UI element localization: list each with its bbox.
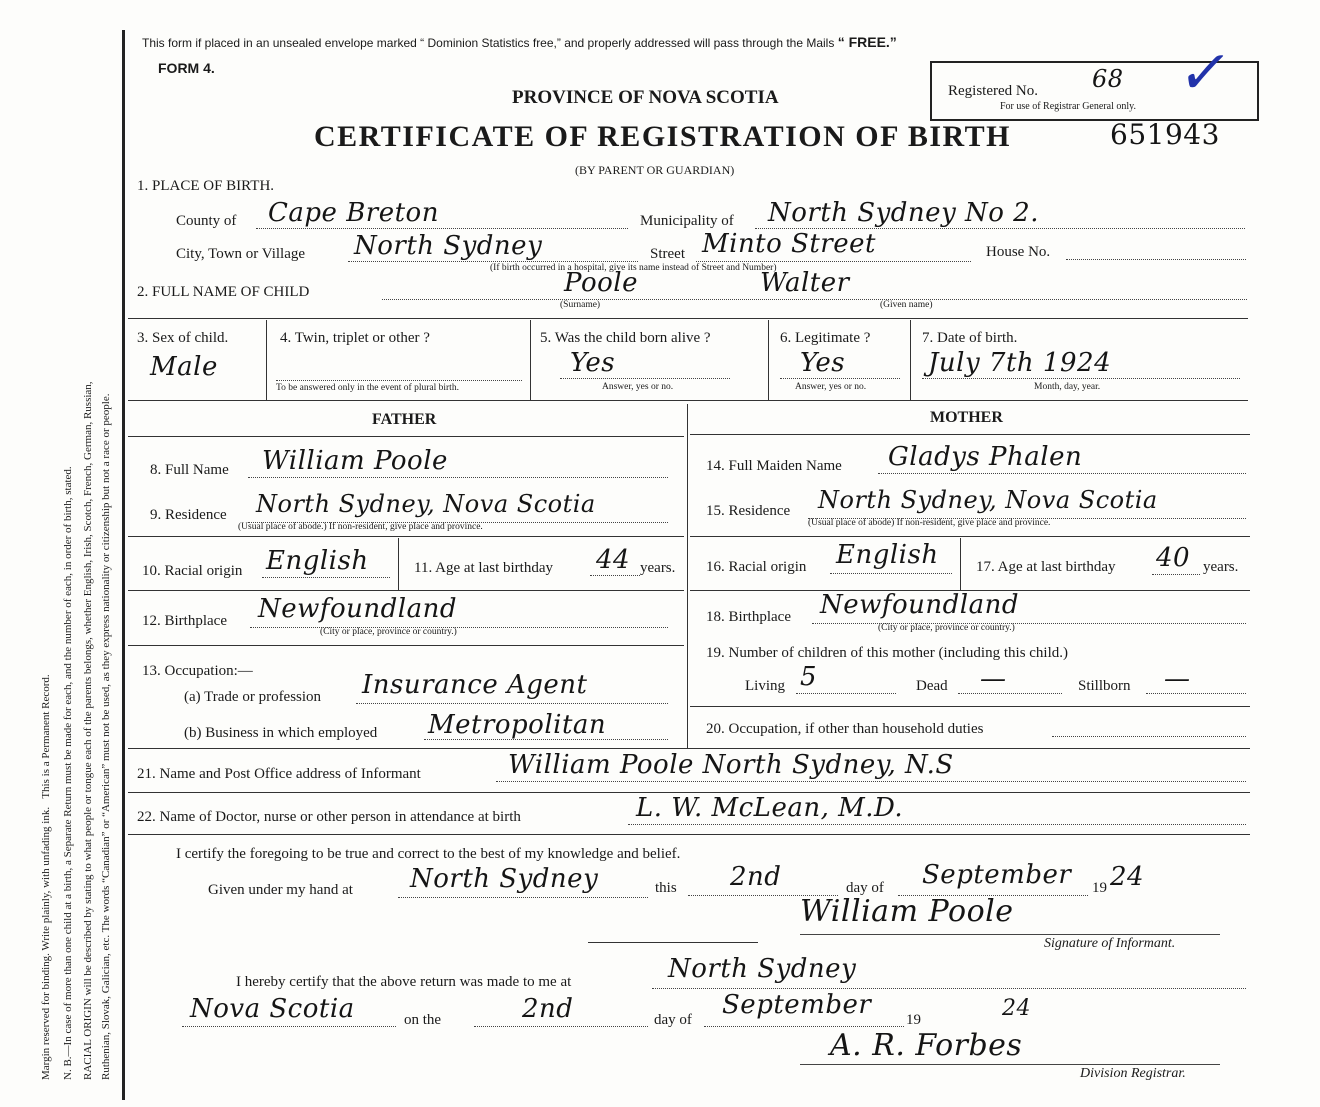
mother-age-value: 40 [1156,543,1191,573]
father-residence-label: 9. Residence [150,507,227,523]
checkmark-icon: ✓ [1173,38,1237,108]
reg-month-value: September [722,990,872,1020]
mother-name-line [878,473,1246,474]
mother-heading: MOTHER [930,409,1003,426]
registrar-place2-line [182,1026,396,1027]
registrar-caption: Division Registrar. [1080,1066,1186,1081]
alive-value: Yes [570,348,616,378]
father-rule-2 [128,590,684,591]
signature-caption: Signature of Informant. [1044,936,1176,951]
certificate-number: 651943 [1110,118,1220,151]
father-years: years. [640,560,676,576]
child-name-line [382,299,1247,300]
legit-line [780,378,900,379]
county-value: Cape Breton [268,198,439,228]
reg-day-line [474,1026,648,1027]
legit-note: Answer, yes or no. [795,382,867,392]
father-trade-line [356,703,668,704]
mother-residence-label: 15. Residence [706,503,791,519]
city-line [348,261,638,262]
mother-race-divider [960,538,961,590]
registrar-place-value: North Sydney [668,954,857,984]
father-rule-1 [128,536,684,537]
margin-note-nationality: Ruthenian, Slovak, Galician, etc. The words “Canadian” or “American” must not be used, as they express nationality or citizenship but not a race or people. [100,393,112,1080]
father-name-line [248,477,668,478]
street-line [696,261,971,262]
given-place-line [398,897,648,898]
living-line [796,693,896,694]
father-birthplace-value: Newfoundland [258,594,458,624]
mother-race-label: 16. Racial origin [706,559,807,575]
page-title: CERTIFICATE OF REGISTRATION OF BIRTH [314,120,1011,153]
mother-birthplace-note: (City or place, province or country.) [878,623,1015,633]
father-trade-label: (a) Trade or profession [184,689,322,705]
certify-statement: I certify the foregoing to be true and correct to the best of my knowledge and belief. [176,846,681,862]
box-divider-2 [530,320,531,400]
given-label: Given under my hand at [208,882,353,898]
on-the-label: on the [404,1012,442,1028]
form-number: FORM 4. [158,60,215,76]
given-place-value: North Sydney [410,864,599,894]
living-value: 5 [800,662,818,692]
page-subtitle: (BY PARENT OR GUARDIAN) [575,163,735,177]
father-business-value: Metropolitan [428,710,607,740]
mother-heading-rule [690,434,1250,435]
dob-line [922,378,1240,379]
registered-value: 68 [1092,65,1124,93]
county-line [256,228,628,229]
city-label: City, Town or Village [176,246,306,262]
informant-signature: William Poole [800,894,1014,929]
dob-note: Month, day, year. [1034,382,1101,392]
twin-note: To be answered only in the event of plural birth. [276,383,459,393]
registrar-place-line [652,988,1246,989]
father-residence-note: (Usual place of abode.) If non-resident, give place and province. [238,522,483,532]
living-label: Living [745,678,785,694]
parents-divider [687,404,688,748]
father-race-label: 10. Racial origin [142,563,243,579]
mother-residence-note: (Usual place of abode) If non-resident, give place and province. [808,518,1051,528]
day-of-label: day of [846,880,884,896]
father-business-label: (b) Business in which employed [184,725,378,741]
doctor-value: L. W. McLean, M.D. [636,793,904,823]
father-birthplace-line [250,627,668,628]
registrar-signature: A. R. Forbes [830,1028,1023,1063]
father-name-value: William Poole [262,446,448,476]
street-value: Minto Street [702,229,876,259]
father-age-value: 44 [596,545,631,575]
legit-value: Yes [800,348,846,378]
month-value: September [922,860,1072,890]
doctor-rule [128,834,1250,835]
mother-children-label: 19. Number of children of this mother (including this child.) [706,645,1069,661]
mother-occupation-line [1052,736,1246,737]
reg-day-value: 2nd [522,994,574,1024]
father-age-line [590,575,640,576]
place-section-label: 1. PLACE OF BIRTH. [137,178,275,194]
doctor-line [628,824,1246,825]
registrar-signature-line [800,1064,1220,1065]
mother-age-label: 17. Age at last birthday [976,559,1116,575]
margin-rule [122,30,125,1100]
father-trade-value: Insurance Agent [362,670,588,700]
father-birthplace-label: 12. Birthplace [142,613,227,629]
reg-day-of-label: day of [654,1012,692,1028]
street-label: Street [650,246,685,262]
given-caption: (Given name) [880,300,933,310]
registrar-statement: I hereby certify that the above return was made to me at [236,974,572,990]
father-birthplace-note: (City or place, province or country.) [320,627,457,637]
alive-label: 5. Was the child born alive ? [540,330,711,346]
reg-month-line [704,1026,904,1027]
informant-line [496,781,1246,782]
mail-notice: This form if placed in an unsealed envelope marked “ Dominion Statistics free,” and properly addressed will pass through the Mails “ FREE.” [142,34,897,50]
dob-label: 7. Date of birth. [922,330,1018,346]
section-separator [588,942,758,943]
dead-label: Dead [916,678,948,694]
hospital-note: (If birth occurred in a hospital, give its name instead of Street and Number) [490,263,777,273]
twin-line [276,380,522,381]
mother-occupation-label: 20. Occupation, if other than household duties [706,721,984,737]
mother-name-value: Gladys Phalen [888,442,1083,472]
mother-rule-1 [690,536,1250,537]
stillborn-label: Stillborn [1078,678,1131,694]
dead-line [958,693,1062,694]
row-rule-top [128,318,1248,319]
father-heading-rule [128,436,684,437]
reg-year-value: 24 [1002,996,1031,1021]
house-line [1066,259,1246,260]
stillborn-line [1146,693,1246,694]
sex-value: Male [150,352,218,382]
year-value: 24 [1110,862,1145,892]
child-given-name: Walter [760,268,850,298]
father-race-divider [398,538,399,590]
mother-residence-value: North Sydney, Nova Scotia [818,486,1158,514]
province-heading: PROVINCE OF NOVA SCOTIA [512,87,779,108]
legit-label: 6. Legitimate ? [780,330,871,346]
mother-rule-3 [690,706,1250,707]
row-rule-bottom [128,400,1248,401]
box-divider-3 [768,320,769,400]
box-divider-4 [910,320,911,400]
margin-note-permanent: Margin reserved for binding. Write plainly, with unfading ink. This is a Permanent Record. [40,674,52,1080]
county-label: County of [176,213,237,229]
child-name-label: 2. FULL NAME OF CHILD [137,284,310,300]
house-label: House No. [986,244,1051,260]
father-residence-value: North Sydney, Nova Scotia [256,490,596,518]
city-value: North Sydney [354,231,543,261]
father-heading: FATHER [372,411,437,428]
child-surname: Poole [564,268,638,298]
registrar-note: For use of Registrar General only. [1000,101,1136,112]
informant-label: 21. Name and Post Office address of Informant [137,766,421,782]
year-prefix: 19 [1092,880,1107,896]
margin-note-racial-origin: RACIAL ORIGIN will be described by stating to what people or tongue each of the parents belongs, whether English, Irish, Scotch, French, German, Russian, [82,381,94,1080]
alive-note: Answer, yes or no. [602,382,674,392]
twin-label: 4. Twin, triplet or other ? [280,330,430,346]
day-value: 2nd [730,862,782,892]
margin-note-multiple-births: N. B.—In case of more than one child at a birth, a Separate Return must be made for each, and the number of each, in order of birth, stated. [62,466,74,1080]
mother-birthplace-value: Newfoundland [820,590,1020,620]
box-divider-1 [266,320,267,400]
alive-line [560,378,730,379]
stillborn-value: — [1164,664,1191,694]
mother-race-value: English [836,540,939,570]
sex-label: 3. Sex of child. [137,330,229,346]
father-name-label: 8. Full Name [150,462,229,478]
surname-caption: (Surname) [560,300,601,310]
municipality-label: Municipality of [640,213,734,229]
reg-year-prefix: 19 [906,1012,921,1028]
this-label: this [655,880,677,896]
registered-label: Registered No. [948,83,1038,99]
mother-race-line [830,573,952,574]
father-rule-3 [128,645,684,646]
dead-value: — [980,664,1007,694]
parents-bottom-rule [128,748,1250,749]
mother-years: years. [1203,559,1239,575]
municipality-value: North Sydney No 2. [768,198,1039,228]
mother-birthplace-label: 18. Birthplace [706,609,791,625]
signature-line [800,934,1220,935]
father-race-line [262,577,390,578]
informant-value: William Poole North Sydney, N.S [508,750,954,780]
father-race-value: English [266,546,369,576]
mother-name-label: 14. Full Maiden Name [706,458,842,474]
father-occupation-label: 13. Occupation:— [142,663,253,679]
father-age-label: 11. Age at last birthday [414,560,553,576]
doctor-label: 22. Name of Doctor, nurse or other person in attendance at birth [137,809,521,825]
dob-value: July 7th 1924 [928,348,1112,378]
mother-age-line [1152,574,1200,575]
registrar-place2-value: Nova Scotia [190,994,355,1024]
